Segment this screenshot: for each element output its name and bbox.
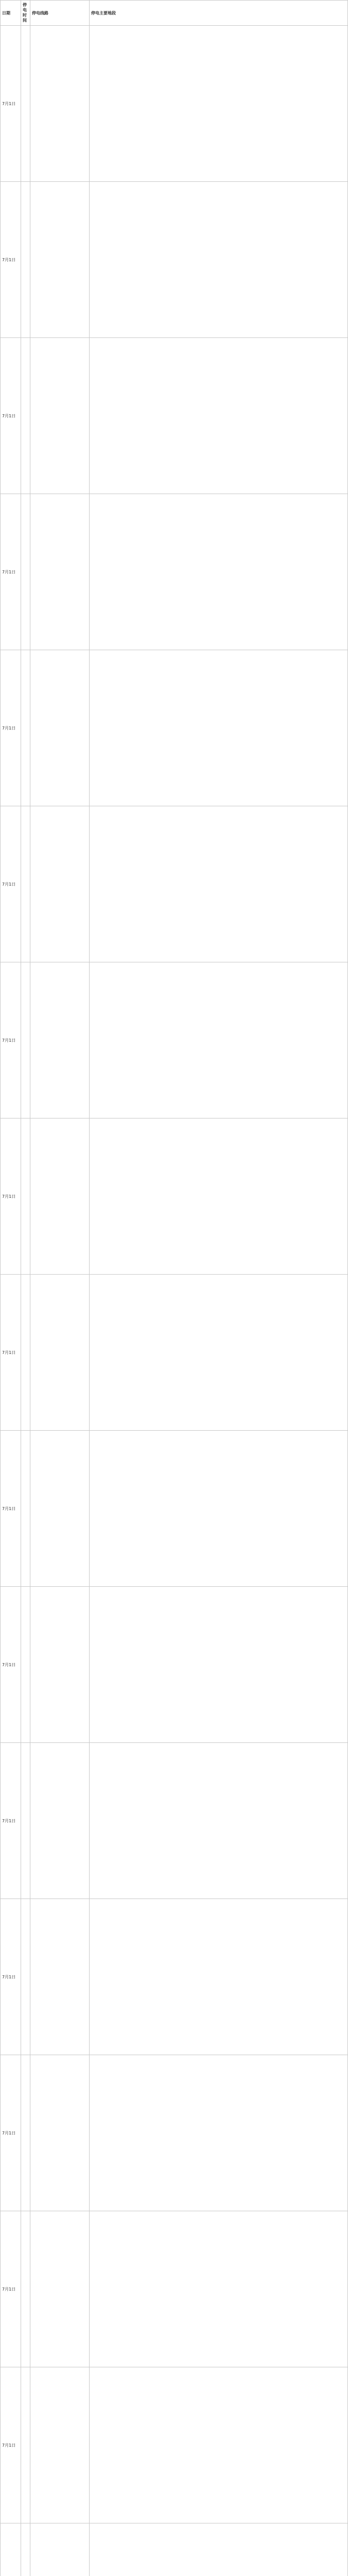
row-date: 7月1日: [1, 1587, 21, 1743]
table-row: [1, 1275, 348, 1431]
row-date: 7月1日: [1, 1899, 21, 2055]
table-row: [1, 2523, 348, 2576]
row-outage-time: [21, 1431, 30, 1587]
row-outage-line: [30, 2211, 90, 2367]
row-outage-line: [30, 1743, 90, 1899]
row-outage-line: [30, 26, 90, 182]
row-outage-line: [30, 650, 90, 806]
row-outage-time: [21, 1275, 30, 1431]
row-outage-area: [90, 650, 348, 806]
row-date: 7月1日: [1, 1743, 21, 1899]
row-outage-area: [90, 1431, 348, 1587]
table-row: [1, 26, 348, 182]
row-outage-area: [90, 806, 348, 962]
row-outage-line: [30, 182, 90, 338]
row-outage-area: [90, 1899, 348, 2055]
table-row: [1, 1118, 348, 1275]
row-outage-time: [21, 962, 30, 1118]
row-outage-time: [21, 338, 30, 494]
row-date: 7月1日: [1, 338, 21, 494]
table-row: [1, 1587, 348, 1743]
row-date: 7月1日: [1, 2211, 21, 2367]
row-outage-time: [21, 1743, 30, 1899]
table-row: [1, 2055, 348, 2211]
row-outage-line: [30, 1118, 90, 1275]
header-line: [30, 1, 90, 26]
table-row: [1, 338, 348, 494]
table-row: [1, 1899, 348, 2055]
row-date: 7月1日: [1, 962, 21, 1118]
row-date: 7月1日: [1, 494, 21, 650]
table-row: [1, 1743, 348, 1899]
header-line-label: 停电线路: [32, 10, 48, 15]
header-area: [90, 1, 348, 26]
table-row: [1, 1431, 348, 1587]
row-outage-area: [90, 1118, 348, 1275]
row-outage-time: [21, 650, 30, 806]
table-row: [1, 962, 348, 1118]
row-outage-time: [21, 2367, 30, 2523]
row-date: 7月1日: [1, 1118, 21, 1275]
row-date: 7月1日: [1, 1275, 21, 1431]
table-row: [1, 494, 348, 650]
row-outage-area: [90, 962, 348, 1118]
row-outage-time: [21, 1899, 30, 2055]
row-outage-time: [21, 2211, 30, 2367]
row-outage-line: [30, 1431, 90, 1587]
row-outage-area: [90, 2055, 348, 2211]
row-outage-time: [21, 182, 30, 338]
row-outage-area: [90, 2523, 348, 2576]
row-date: [1, 2523, 21, 2576]
row-outage-area: [90, 2367, 348, 2523]
row-outage-area: [90, 2211, 348, 2367]
header-date: [1, 1, 21, 26]
header-time-label: 停电时间: [23, 3, 27, 23]
row-outage-time: [21, 1118, 30, 1275]
header-time: [21, 1, 30, 26]
table-header-row: [1, 1, 348, 26]
row-outage-line: [30, 806, 90, 962]
row-outage-time: [21, 1587, 30, 1743]
table-row: [1, 2211, 348, 2367]
table-row: [1, 806, 348, 962]
row-date: 7月1日: [1, 2055, 21, 2211]
row-outage-line: [30, 1275, 90, 1431]
header-area-label: 停电主要地段: [91, 10, 116, 15]
row-outage-area: [90, 338, 348, 494]
row-outage-line: [30, 962, 90, 1118]
row-outage-line: [30, 2055, 90, 2211]
row-outage-area: [90, 182, 348, 338]
header-date-label: 日期: [2, 10, 10, 15]
row-outage-line: [30, 1899, 90, 2055]
table-body: [1, 26, 348, 2576]
table-row: [1, 2367, 348, 2523]
row-outage-area: [90, 1743, 348, 1899]
row-outage-time: [21, 26, 30, 182]
row-outage-area: [90, 494, 348, 650]
row-date: 7月1日: [1, 650, 21, 806]
row-outage-area: [90, 1587, 348, 1743]
row-outage-line: [30, 2367, 90, 2523]
row-outage-time: [21, 2055, 30, 2211]
row-date: 7月1日: [1, 2367, 21, 2523]
row-outage-line: [30, 338, 90, 494]
table-row: [1, 182, 348, 338]
row-outage-line: [30, 1587, 90, 1743]
row-date: 7月1日: [1, 1431, 21, 1587]
table-row: [1, 650, 348, 806]
row-outage-time: [21, 2523, 30, 2576]
row-date: 7月1日: [1, 26, 21, 182]
row-outage-time: [21, 806, 30, 962]
row-outage-area: [90, 1275, 348, 1431]
row-date: 7月1日: [1, 806, 21, 962]
row-outage-line: [30, 494, 90, 650]
row-date: 7月1日: [1, 182, 21, 338]
row-outage-line: [30, 2523, 90, 2576]
row-outage-time: [21, 494, 30, 650]
row-outage-area: [90, 26, 348, 182]
